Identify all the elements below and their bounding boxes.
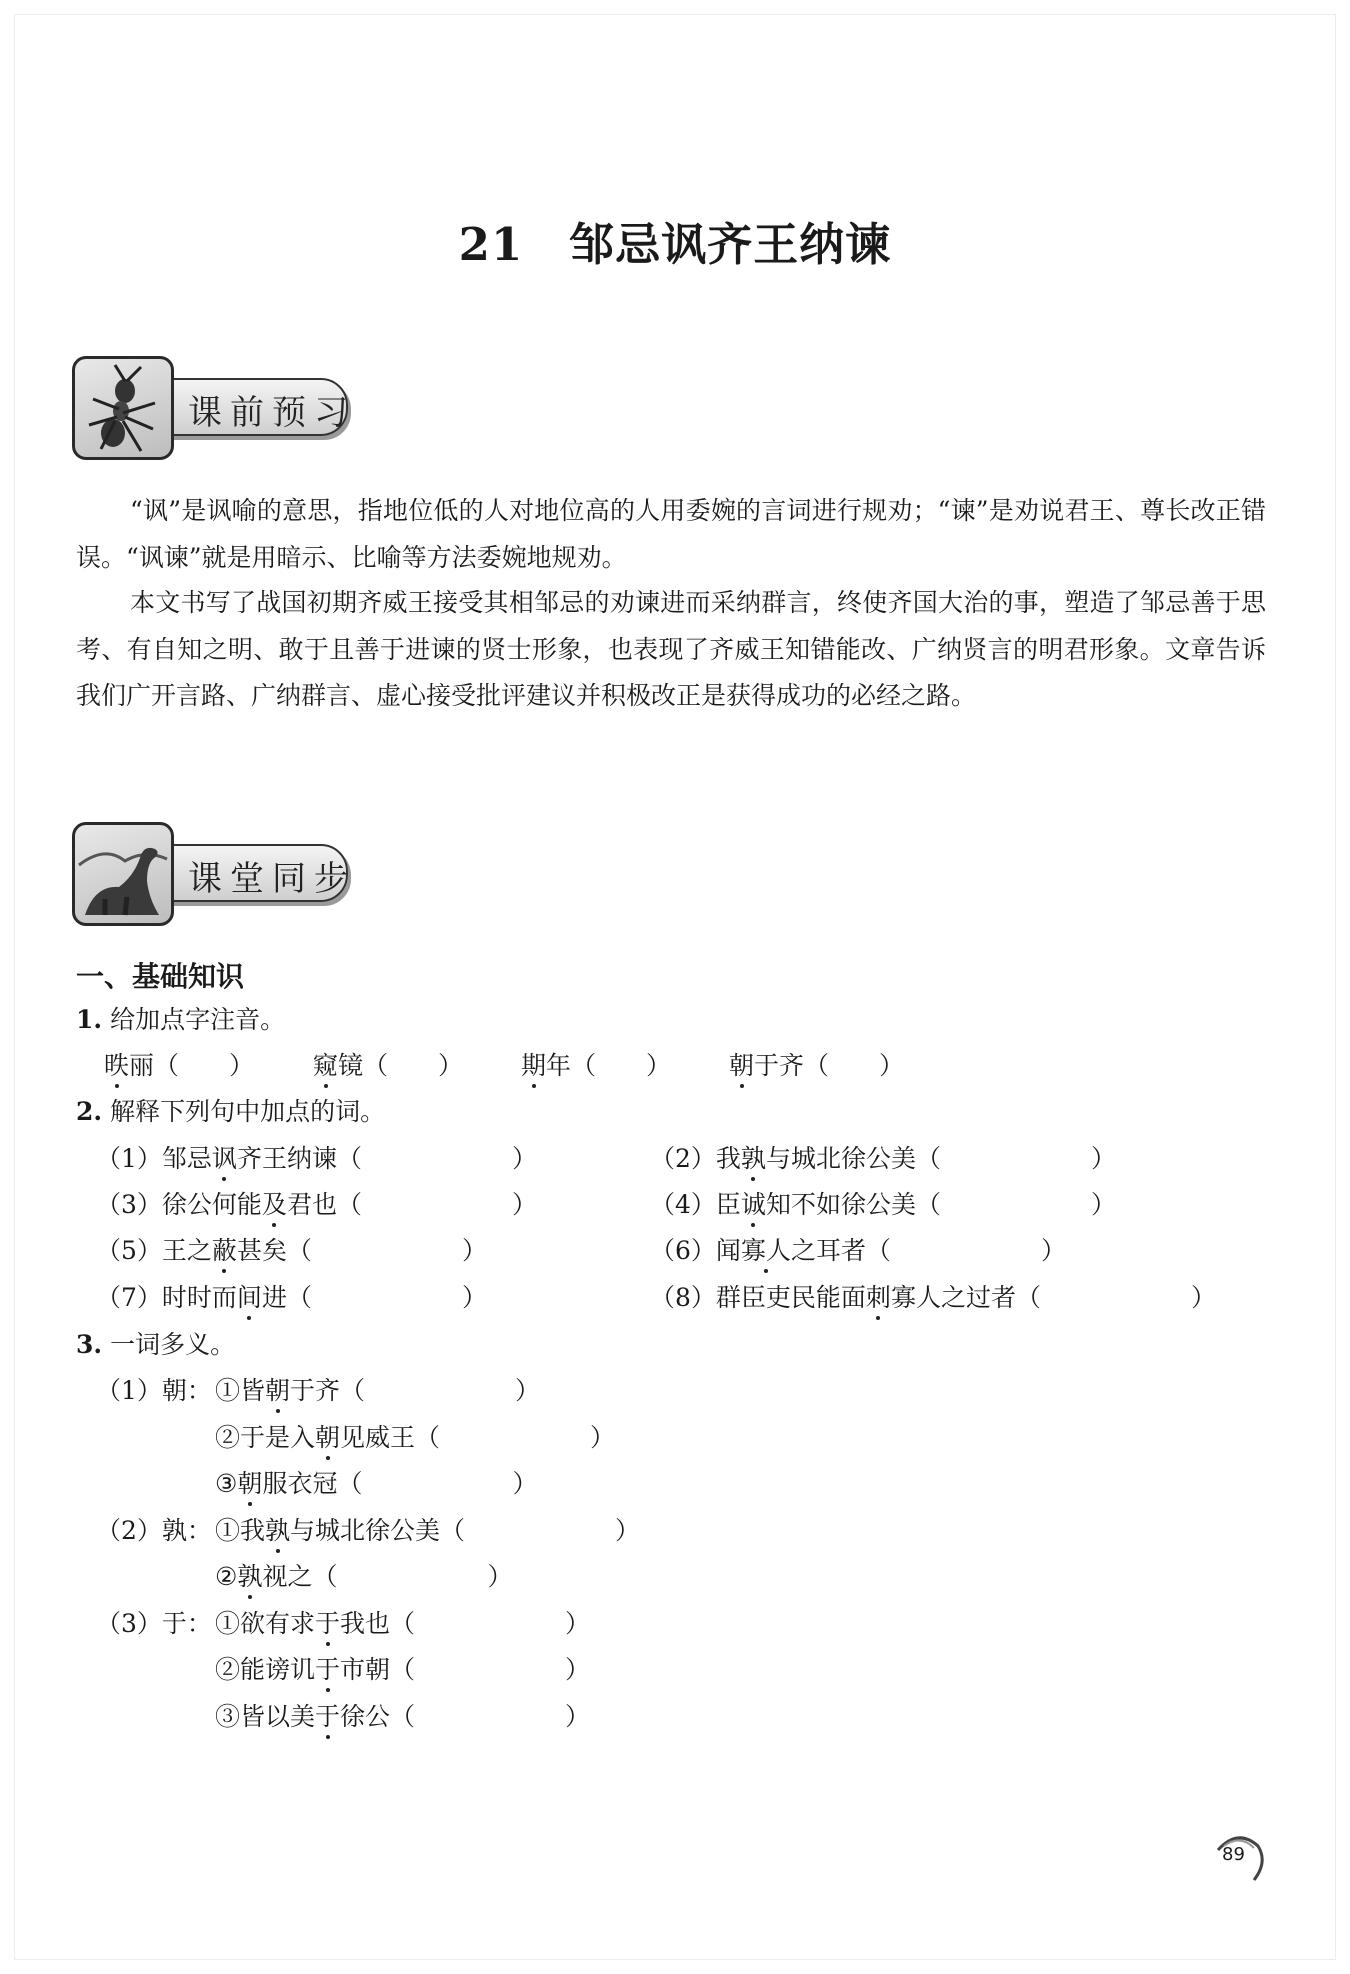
q2-item-5-post: 甚矣（ ） [236,1236,487,1265]
q3-g2-i2-post: 视之（ ） [262,1562,513,1591]
q3-group-1-item-3 [215,1464,537,1500]
banner-preview-label: 课前预习 [188,393,356,433]
banner-class [72,822,362,922]
q2-item-1 [96,1139,537,1175]
q3-group-1-label: （1）朝： [96,1376,212,1405]
q3-g1-i3-dot: 朝 [237,1464,262,1500]
q2-item-6-pre: 闻 [715,1236,741,1265]
q2-item-6-dot: 寡人 [741,1231,791,1267]
ant-icon [72,356,174,460]
q1-item-2 [313,1046,463,1082]
q3-g1-i3-pre: ③ [215,1469,238,1498]
lesson-number: 21 [458,218,524,271]
q1-item-4-rest: 于齐（ ） [754,1051,905,1080]
q1-item-3-dot: 期 [521,1046,546,1082]
q3-g1-i1-dot: 朝 [265,1371,290,1407]
q2-item-4-pre: 臣 [715,1190,741,1219]
q3-g2-i1-post: 与城北徐公美（ ） [290,1516,641,1545]
q3-group-2-item-1 [215,1511,640,1547]
q2-item-2-label: （2） [650,1144,716,1173]
q2-item-5-dot: 蔽 [212,1231,237,1267]
dinosaur-icon [72,822,174,926]
q3-g1-i2-pre: ②于是入 [215,1423,316,1452]
q3-group-1-item-1 [215,1371,540,1407]
q2-item-5 [96,1231,487,1267]
q2-item-2 [650,1139,1116,1175]
q3-group-3-item-1 [215,1604,590,1640]
q3-g3-i1-pre: ①欲有求 [215,1609,316,1638]
q2-item-3-pre: 徐公何能 [161,1190,262,1219]
q2-item-4-dot: 诚 [741,1185,766,1221]
q2-item-3-post: 君也（ ） [286,1190,537,1219]
q3-g2-i1-pre: ①我 [215,1516,266,1545]
q1-item-1-rest: 丽（ ） [129,1051,255,1080]
q3-group-3-item-3 [215,1697,590,1733]
page-number: 89 [1222,1844,1245,1865]
q1-item-2-rest: 镜（ ） [338,1051,464,1080]
lesson-title [0,208,1350,273]
q2-prompt [76,1092,385,1128]
q1-item-3-rest: 年（ ） [546,1051,672,1080]
q3-g2-i1-dot: 孰 [265,1511,290,1547]
preview-paragraph-2: 本文书写了战国初期齐威王接受其相邹忌的劝谏进而采纳群言，终使齐国大治的事，塑造了邹忌善于思考、有自知之明、敢于且善于进谏的贤士形象，也表现了齐威王知错能改、广纳贤言的明君形象。文章告诉我们广开言路、广纳群言、虚心接受批评建议并积极改正是获得成功的必经之路。 [76,588,1266,710]
q2-item-8-dot: 刺 [866,1278,891,1314]
q2-item-1-pre: 邹忌 [161,1144,212,1173]
banner-preview [72,356,362,456]
q2-item-4-label: （4） [650,1190,716,1219]
q2-item-3-label: （3） [96,1190,162,1219]
q3-group-2-item-2 [215,1557,512,1593]
q3-g3-i3-dot: 于 [315,1697,340,1733]
q3-g1-i1-pre: ①皆 [215,1376,266,1405]
q1-item-4 [729,1046,904,1082]
q1-item-3 [521,1046,671,1082]
q3-g1-i3-post: 服衣冠（ ） [262,1469,538,1498]
q2-item-7-post: 进（ ） [261,1283,487,1312]
q1-item-4-dot: 朝 [729,1046,754,1082]
q2-item-5-label: （5） [96,1236,162,1265]
q2-item-2-pre: 我 [715,1144,741,1173]
q2-item-8-post: 寡人之过者（ ） [890,1283,1216,1312]
q2-item-3-dot: 及 [262,1185,287,1221]
q1-text: 给加点字注音。 [110,1005,286,1034]
q2-item-6-post: 之耳者（ ） [790,1236,1066,1265]
section-heading-basics: 一、基础知识 [76,960,245,993]
q3-group-1-item-2 [215,1418,615,1454]
q3-group-2-label: （2）孰： [96,1516,212,1545]
q3-g3-i1-post: 我也（ ） [340,1609,591,1638]
q2-item-1-post: 齐王纳谏（ ） [236,1144,537,1173]
q3-text: 一词多义。 [110,1330,236,1359]
banner-class-label: 课堂同步 [188,859,356,899]
q3-group-3-label: （3）于： [96,1609,212,1638]
q2-item-7-label: （7） [96,1283,162,1312]
lesson-title-text: 邹忌讽齐王纳谏 [569,218,892,271]
q1-item-1-dot: 昳 [104,1046,129,1082]
q2-item-5-pre: 王之 [161,1236,212,1265]
q1-prompt [76,1000,285,1036]
q3-g2-i2-pre: ② [215,1562,238,1591]
q3-g1-i1-post: 于齐（ ） [290,1376,541,1405]
q3-g3-i1-dot: 于 [315,1604,340,1640]
q2-item-3 [96,1185,537,1221]
q2-number: 2. [76,1097,103,1126]
q2-item-2-dot: 孰 [741,1139,766,1175]
q3-prompt [76,1325,235,1361]
q3-g3-i3-pre: ③皆以美 [215,1702,316,1731]
q3-g2-i2-dot: 孰 [237,1557,262,1593]
q1-number: 1. [76,1005,103,1034]
q2-item-8-pre: 群臣吏民能面 [715,1283,866,1312]
q2-item-8 [650,1278,1216,1314]
page-number-badge [1210,1830,1266,1886]
q2-item-2-post: 与城北徐公美（ ） [765,1144,1116,1173]
q3-g3-i3-post: 徐公（ ） [340,1702,591,1731]
q2-item-7-pre: 时时而 [161,1283,237,1312]
q1-item-1 [104,1046,254,1082]
preview-paragraph-1: “讽”是讽喻的意思，指地位低的人对地位高的人用委婉的言词进行规劝；“谏”是劝说君王、尊长改正错误。“讽谏”就是用暗示、比喻等方法委婉地规劝。 [76,496,1266,572]
q3-group-3-item-2 [215,1650,590,1686]
q3-g3-i2-dot: 于 [315,1650,340,1686]
q2-item-6 [650,1231,1066,1267]
q2-item-8-label: （8） [650,1283,716,1312]
q3-g1-i2-post: 见威王（ ） [340,1423,616,1452]
q2-item-7 [96,1278,487,1314]
q2-item-1-label: （1） [96,1144,162,1173]
q3-number: 3. [76,1330,103,1359]
q2-item-1-dot: 讽 [212,1139,237,1175]
q2-item-7-dot: 间 [237,1278,262,1314]
q2-item-4-post: 知不如徐公美（ ） [765,1190,1116,1219]
q3-g3-i2-pre: ②能谤讥 [215,1655,316,1684]
q2-item-6-label: （6） [650,1236,716,1265]
q3-g1-i2-dot: 朝 [315,1418,340,1454]
q2-item-4 [650,1185,1116,1221]
q2-text: 解释下列句中加点的词。 [110,1097,386,1126]
q1-item-2-dot: 窥 [313,1046,338,1082]
q3-g3-i2-post: 市朝（ ） [340,1655,591,1684]
